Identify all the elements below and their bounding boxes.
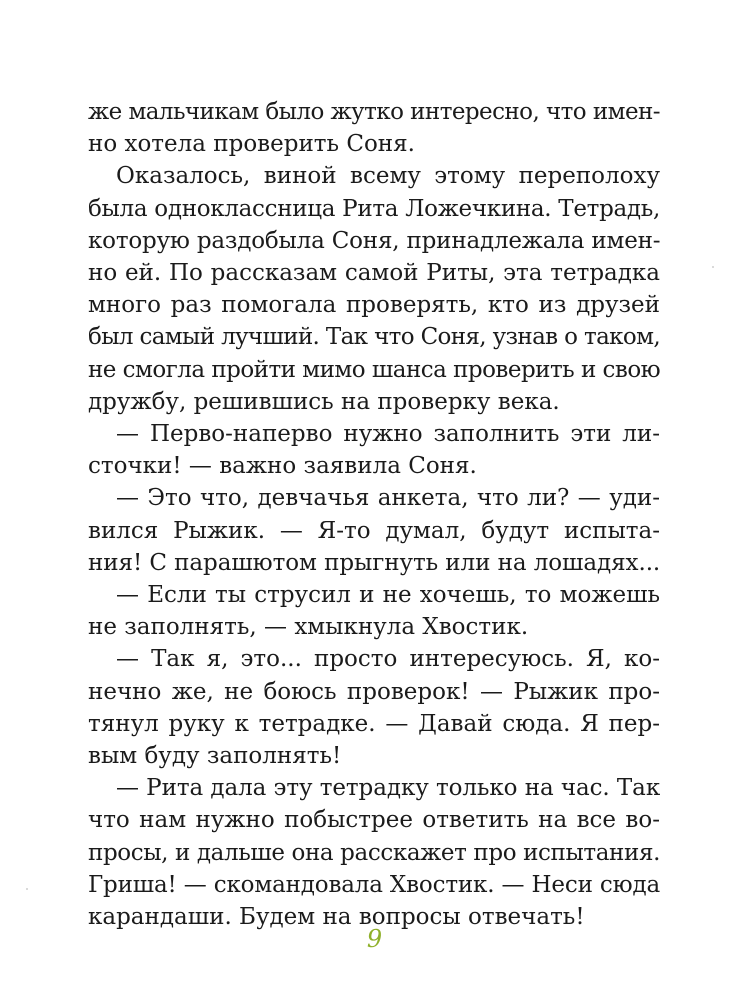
text-line: была одноклассница Рита Ложечкина. Тетрадь, (88, 195, 660, 222)
text-line: карандаши. Будем на вопросы отвечать! (88, 904, 585, 931)
text-line: был самый лучший. Так что Соня, узнав о таком, (88, 324, 660, 351)
text-line: что нам нужно побыстрее ответить на все во- (88, 807, 660, 834)
text-line: — Если ты струсил и не хочешь, то можешь (116, 582, 660, 609)
text-line: тянул руку к тетрадке. — Давай сюда. Я пер- (88, 710, 660, 737)
text-line: вым буду заполнять! (88, 743, 342, 770)
text-line: Оказалось, виной всему этому переполоху (116, 163, 660, 190)
text-line: нечно же, не боюсь проверок! — Рыжик про- (88, 678, 660, 705)
text-line: не смогла пройти мимо шанса проверить и свою (88, 356, 661, 383)
body-text (88, 96, 660, 933)
paper-speck (712, 266, 714, 268)
text-line: но хотела проверить Соня. (88, 131, 415, 158)
text-line: ния! С парашютом прыгнуть или на лошадях... (88, 549, 661, 576)
text-line: — Рита дала эту тетрадку только на час. Так (116, 775, 661, 802)
text-line: Гриша! — скомандовала Хвостик. — Неси сюда (88, 871, 660, 898)
page-number: 9 (366, 925, 383, 953)
text-line: вился Рыжик. — Я-то думал, будут испыта- (88, 517, 660, 544)
text-line: — Перво-наперво нужно заполнить эти ли- (116, 421, 660, 448)
text-line: которую раздобыла Соня, принадлежала имен- (88, 227, 661, 254)
text-line: же мальчикам было жутко интересно, что имен- (88, 99, 660, 125)
text-line: сточки! — важно заявила Соня. (88, 453, 477, 480)
text-line: — Так я, это... просто интересуюсь. Я, ко- (116, 646, 660, 673)
paper-speck (26, 888, 28, 890)
text-line: но ей. По рассказам самой Риты, эта тетрадка (88, 260, 660, 287)
text-line: — Это что, девчачья анкета, что ли? — уди- (116, 485, 660, 512)
text-line: дружбу, решившись на проверку века. (88, 388, 560, 415)
text-line: просы, и дальше она расскажет про испытания. (88, 839, 660, 866)
text-line: много раз помогала проверять, кто из друзей (88, 292, 660, 319)
text-line: не заполнять, — хмыкнула Хвостик. (88, 614, 529, 641)
